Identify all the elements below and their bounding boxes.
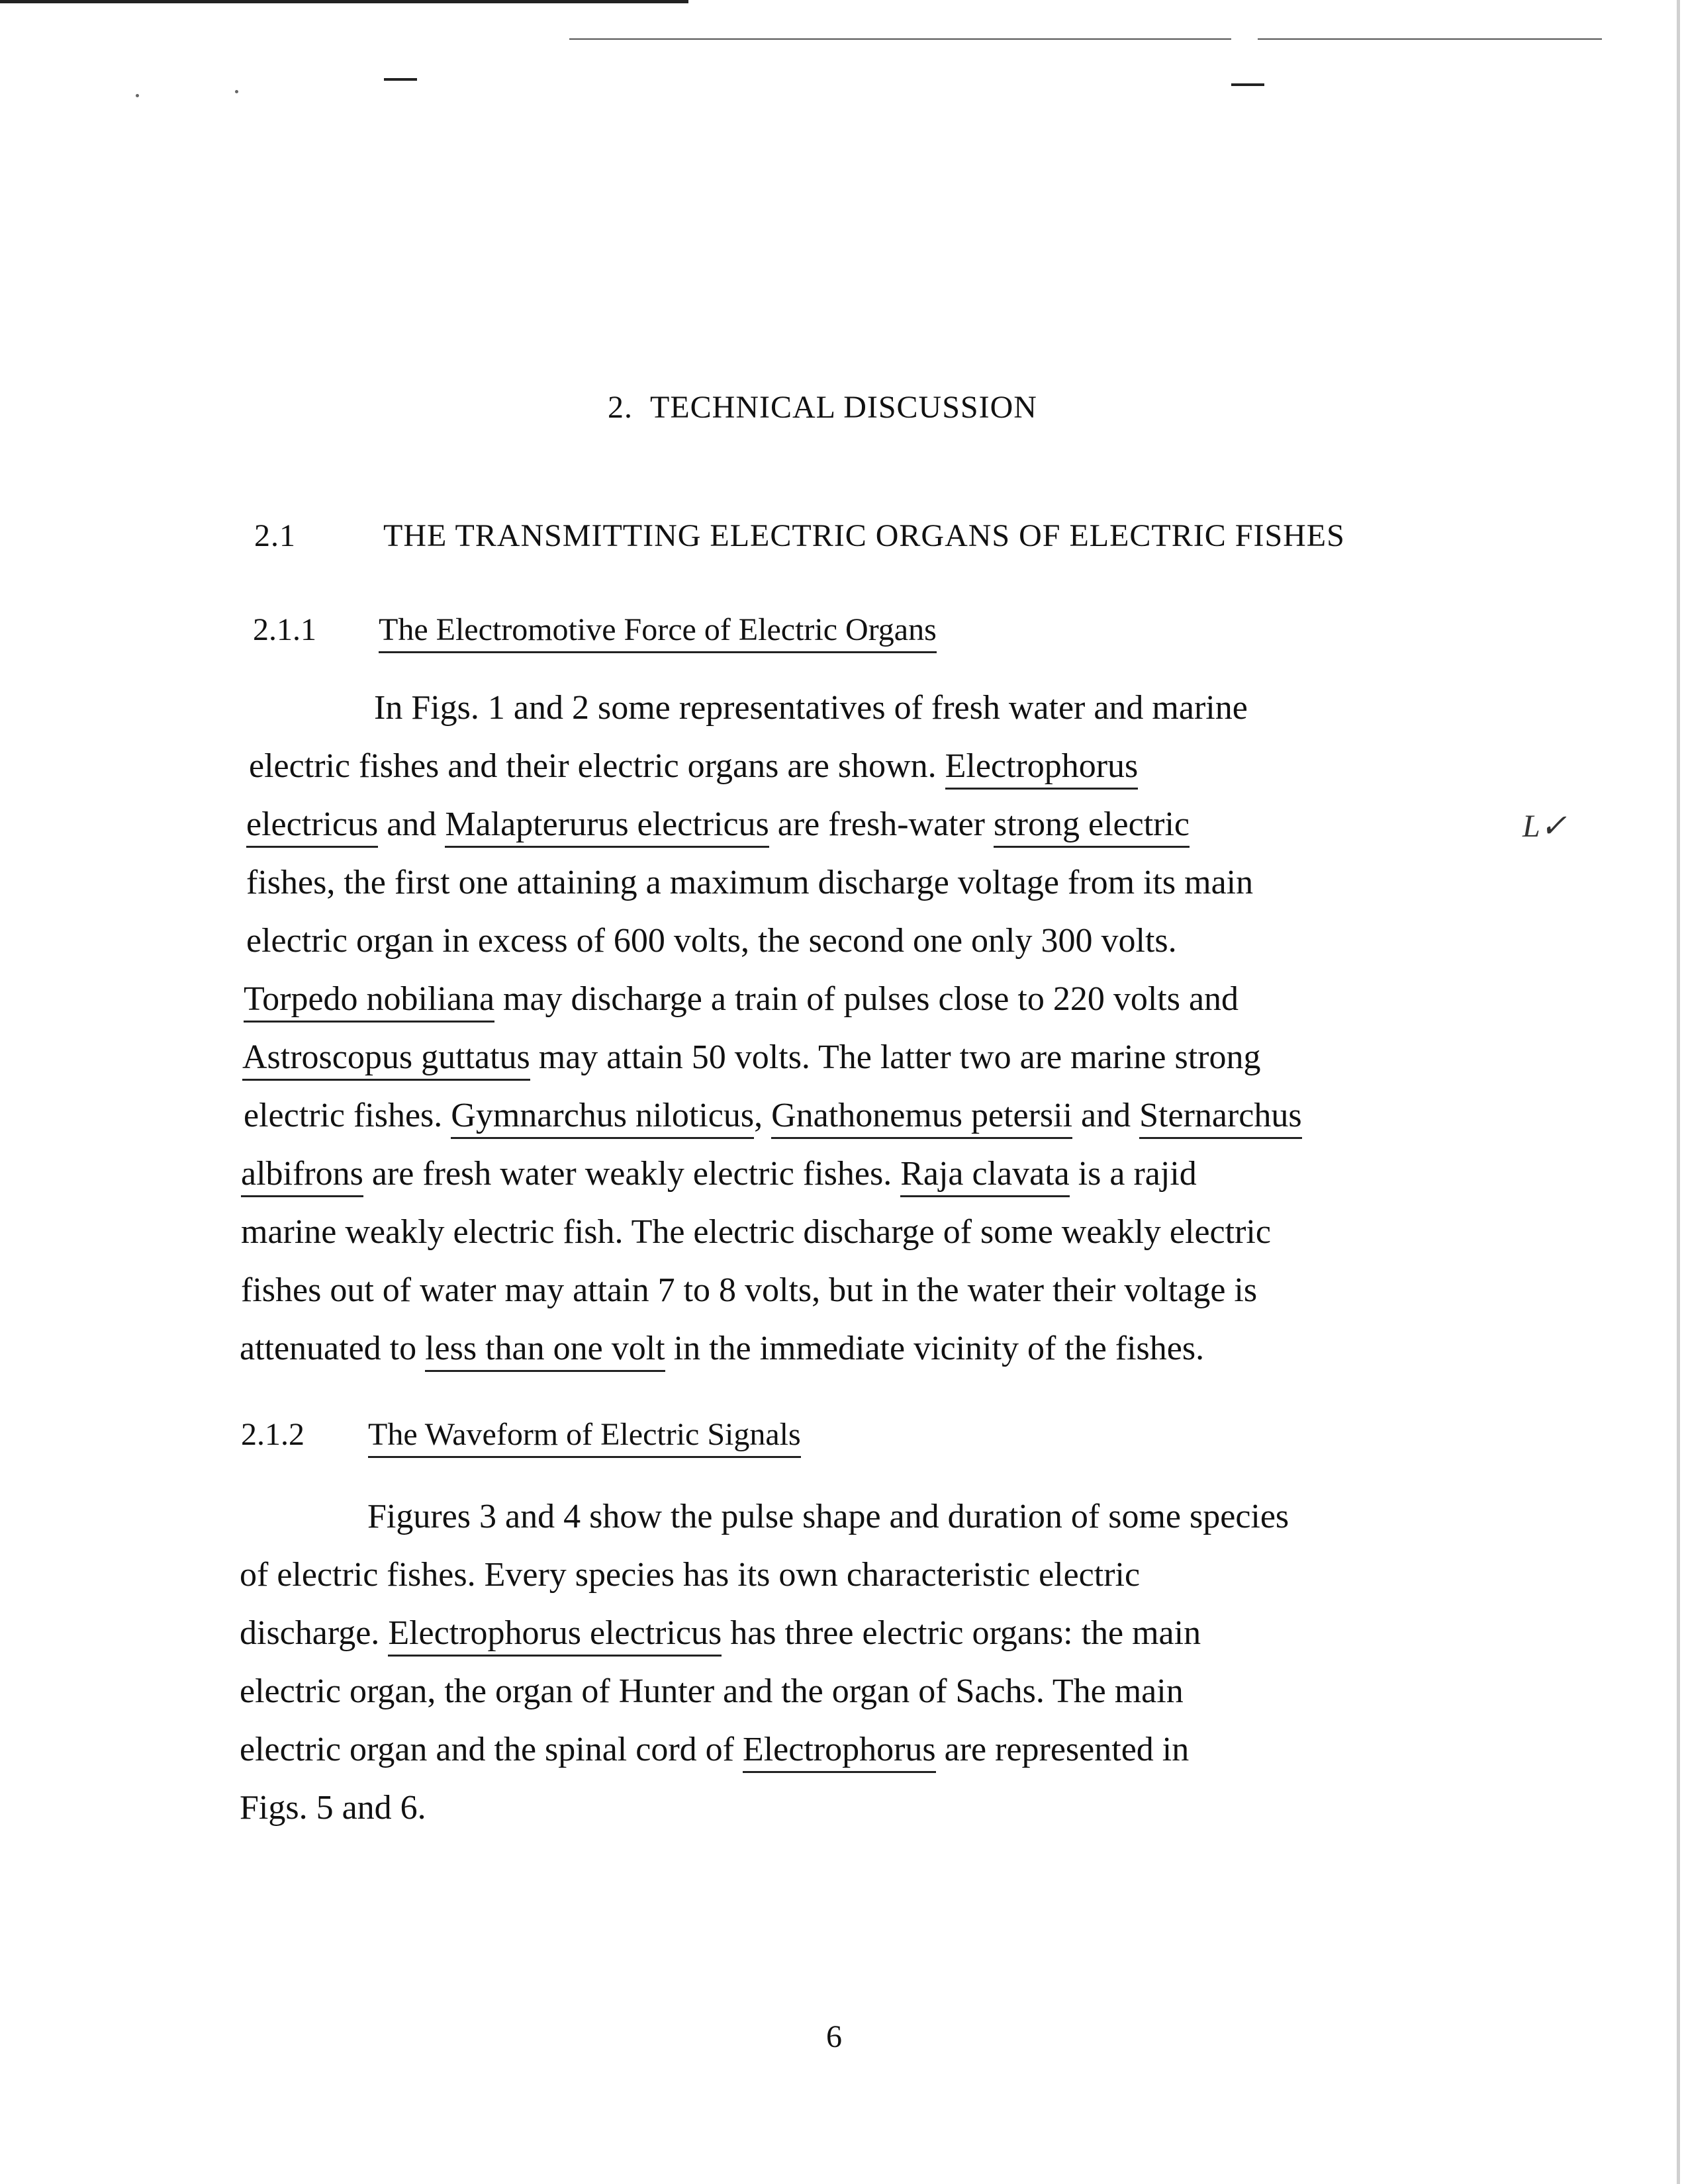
text-line bbox=[240, 1329, 1204, 1368]
text-segment: In Figs. 1 and 2 some representatives of fresh water and marine bbox=[374, 689, 1248, 727]
text-segment: , bbox=[754, 1097, 772, 1134]
text-line bbox=[246, 863, 1253, 902]
part2-title: The Waveform of Electric Signals bbox=[368, 1417, 801, 1458]
text-line bbox=[244, 979, 1239, 1019]
underlined-term: Electrophorus bbox=[743, 1731, 936, 1773]
text-segment: are fresh water weakly electric fishes. bbox=[363, 1155, 901, 1193]
text-segment: of electric fishes. Every species has its own characteristic electric bbox=[240, 1556, 1141, 1594]
text-line bbox=[240, 1672, 1184, 1711]
text-segment: Figures 3 and 4 show the pulse shape and duration of some species bbox=[367, 1498, 1289, 1535]
section-number: 2. bbox=[608, 390, 633, 425]
scan-speck bbox=[235, 90, 238, 93]
part2-number: 2.1.2 bbox=[241, 1417, 304, 1452]
text-line bbox=[245, 688, 1248, 727]
text-segment: may attain 50 volts. The latter two are marine strong bbox=[530, 1038, 1261, 1076]
section-heading bbox=[608, 389, 1037, 426]
underlined-term: Astroscopus guttatus bbox=[242, 1038, 530, 1081]
scan-edge-top bbox=[0, 0, 688, 3]
text-line bbox=[244, 1096, 1302, 1135]
subsection-number: 2.1 bbox=[254, 518, 296, 553]
text-segment: electric organ, the organ of Hunter and the organ of Sachs. The main bbox=[240, 1672, 1184, 1710]
margin-check-mark: L✓ bbox=[1522, 809, 1567, 844]
text-line bbox=[240, 1788, 426, 1827]
part1-heading bbox=[253, 612, 937, 648]
text-segment: discharge. bbox=[240, 1614, 389, 1652]
underlined-term: Malapterurus electricus bbox=[445, 805, 769, 848]
underlined-term: Sternarchus bbox=[1139, 1097, 1301, 1139]
text-line bbox=[249, 747, 1138, 786]
text-line bbox=[242, 1038, 1261, 1077]
scan-mark bbox=[1231, 83, 1264, 86]
scan-edge-right bbox=[1677, 0, 1680, 2184]
scan-dash-line bbox=[569, 38, 1231, 40]
underlined-term: Electrophorus bbox=[945, 747, 1139, 790]
underlined-term: electricus bbox=[246, 805, 378, 848]
text-segment: electric organ and the spinal cord of bbox=[240, 1731, 743, 1768]
underlined-term: Gymnarchus niloticus bbox=[451, 1097, 754, 1139]
underlined-term: Electrophorus electricus bbox=[388, 1614, 722, 1657]
underlined-term: strong electric bbox=[994, 805, 1190, 848]
text-segment: electric fishes and their electric organs are shown. bbox=[249, 747, 945, 785]
part1-number: 2.1.1 bbox=[253, 612, 316, 647]
underlined-term: Torpedo nobiliana bbox=[244, 980, 494, 1023]
text-line bbox=[246, 805, 1190, 844]
subsection-title: THE TRANSMITTING ELECTRIC ORGANS OF ELECTRIC FISHES bbox=[383, 518, 1345, 553]
underlined-term: albifrons bbox=[241, 1155, 363, 1197]
underlined-term: Gnathonemus petersii bbox=[771, 1097, 1072, 1139]
text-line bbox=[241, 1154, 1197, 1193]
text-segment: and bbox=[1072, 1097, 1140, 1134]
underlined-term: less than one volt bbox=[425, 1330, 665, 1372]
text-segment: may discharge a train of pulses close to 220 volts and bbox=[494, 980, 1239, 1018]
text-line bbox=[240, 1555, 1140, 1594]
text-segment: and bbox=[378, 805, 445, 843]
text-segment: fishes, the first one attaining a maximum discharge voltage from its main bbox=[246, 864, 1254, 901]
text-segment: are fresh-water bbox=[769, 805, 994, 843]
text-line bbox=[240, 1614, 1201, 1653]
text-segment: has three electric organs: the main bbox=[722, 1614, 1201, 1652]
text-segment: is a rajid bbox=[1069, 1155, 1197, 1193]
text-segment: electric organ in excess of 600 volts, the second one only 300 volts. bbox=[246, 922, 1177, 960]
text-line bbox=[241, 1271, 1257, 1310]
page-number: 6 bbox=[826, 2019, 842, 2054]
underlined-term: Raja clavata bbox=[900, 1155, 1070, 1197]
text-segment: marine weakly electric fish. The electric discharge of some weakly electric bbox=[241, 1213, 1271, 1251]
text-segment: electric fishes. bbox=[244, 1097, 451, 1134]
subsection-heading bbox=[254, 518, 1345, 554]
text-segment: are represented in bbox=[935, 1731, 1190, 1768]
text-line bbox=[246, 921, 1177, 960]
text-segment: in the immediate vicinity of the fishes. bbox=[665, 1330, 1205, 1367]
part1-title: The Electromotive Force of Electric Organs bbox=[379, 612, 937, 653]
scan-speck bbox=[136, 94, 139, 97]
section-title: TECHNICAL DISCUSSION bbox=[650, 390, 1037, 425]
text-segment: Figs. 5 and 6. bbox=[240, 1789, 426, 1827]
part2-heading bbox=[241, 1416, 801, 1453]
scan-dash-line bbox=[1258, 38, 1602, 40]
text-line bbox=[238, 1497, 1289, 1536]
text-line bbox=[240, 1730, 1189, 1769]
text-segment: fishes out of water may attain 7 to 8 volts, but in the water their voltage is bbox=[241, 1271, 1258, 1309]
text-segment: attenuated to bbox=[240, 1330, 426, 1367]
text-line bbox=[241, 1212, 1271, 1251]
scan-mark bbox=[384, 78, 417, 81]
